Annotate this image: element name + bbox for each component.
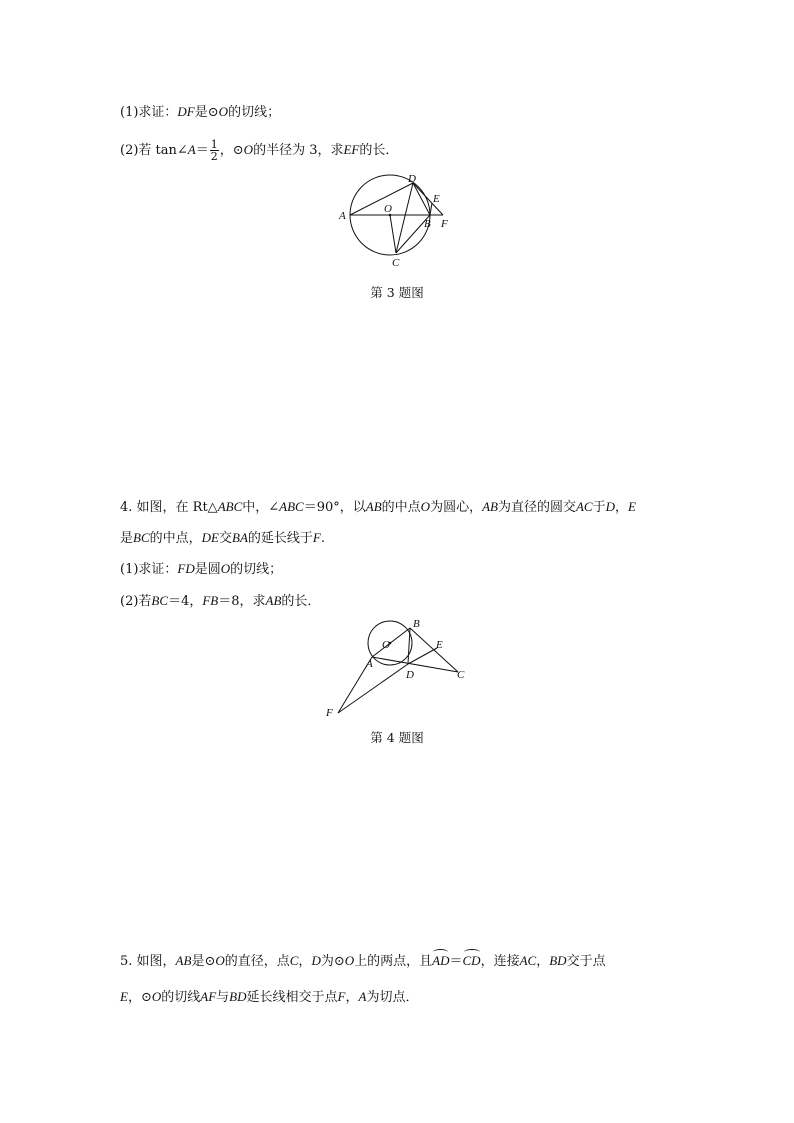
arc-ad: AD: [432, 953, 450, 968]
text: 的延长线于: [247, 531, 313, 546]
point-o: O: [151, 989, 162, 1004]
triangle-abc: ABC: [217, 499, 243, 514]
segment-ba: BA: [232, 530, 248, 545]
segment-ac: AC: [575, 499, 593, 514]
text: 是⊙: [191, 954, 216, 969]
text: 交: [219, 531, 233, 546]
point-o: O: [215, 953, 225, 968]
segment-ac: AC: [519, 953, 537, 968]
label-d: D: [408, 173, 416, 185]
segment-bc: BC: [133, 530, 150, 545]
label-b: B: [413, 618, 420, 630]
text: ＝: [195, 143, 209, 158]
text: 为⊙: [320, 954, 345, 969]
q3-figure: [336, 172, 458, 272]
text: ＝4，: [168, 594, 203, 609]
text: 是圆: [194, 562, 221, 577]
text: 的直径，点: [224, 954, 290, 969]
text: (2)若 tan∠: [120, 143, 188, 158]
text: ，⊙: [127, 990, 152, 1005]
point-o: O: [420, 499, 431, 514]
text: 的长．: [281, 594, 321, 609]
angle-abc: ABC: [279, 499, 304, 514]
q4-caption: 第 4 题图: [370, 730, 424, 745]
point-o: O: [344, 953, 355, 968]
text: 的中点: [381, 500, 421, 515]
text: 为圆心，: [430, 500, 483, 515]
text: (1)求证：: [120, 105, 178, 120]
segment-df: DF: [177, 104, 195, 119]
text: 的切线；: [230, 562, 283, 577]
text: 于: [592, 500, 606, 515]
segment-ab: AB: [265, 593, 282, 608]
text: ＝90°，以: [303, 500, 366, 515]
text: 5. 如图，: [120, 954, 176, 969]
segment-bd: BD: [549, 953, 567, 968]
point-f: F: [337, 989, 346, 1004]
text: ，: [615, 500, 629, 515]
q3-part1: [120, 103, 280, 122]
q4-part1: [120, 560, 282, 579]
text: ＝: [449, 954, 463, 969]
text: (2)若: [120, 594, 152, 609]
segment-fd: FD: [177, 561, 195, 576]
segment-ab: AB: [365, 499, 382, 514]
text: 是: [120, 531, 134, 546]
segment-ab: AB: [482, 499, 498, 514]
q3-part2: [120, 139, 398, 162]
text: ，: [345, 990, 359, 1005]
segment-bc: BC: [151, 593, 169, 608]
text: 为直径的圆交: [497, 500, 576, 515]
text: 中，∠: [242, 500, 280, 515]
label-c: C: [392, 257, 400, 269]
point-o: O: [243, 142, 254, 157]
text: (1)求证：: [120, 562, 178, 577]
segment-ab: AB: [175, 953, 192, 968]
label-a: A: [366, 658, 373, 670]
text: ，: [536, 954, 550, 969]
label-d: D: [406, 669, 414, 681]
point-o: O: [218, 104, 229, 119]
text: 的切线: [161, 990, 201, 1005]
point-o: O: [220, 561, 231, 576]
q4-line1: [120, 498, 636, 517]
q4-figure: [324, 614, 474, 720]
q4-line2: [120, 529, 325, 548]
text: 的半径为 3，求: [253, 143, 344, 158]
label-a: A: [339, 210, 346, 222]
denominator: 2: [210, 150, 218, 163]
label-f: F: [441, 218, 448, 230]
numerator: 1: [210, 138, 218, 151]
point-d: D: [605, 499, 616, 514]
text: .: [320, 531, 326, 546]
text: ，⊙: [219, 143, 244, 158]
text: 为切点．: [366, 990, 419, 1005]
text: ，连接: [480, 954, 520, 969]
point-d: D: [311, 953, 321, 968]
q5-line2: [120, 988, 418, 1007]
text: 的中点，: [149, 531, 202, 546]
point-e: E: [120, 989, 128, 1004]
text: 交于点: [566, 954, 606, 969]
text: 延长线相交于点: [246, 990, 338, 1005]
segment-fb: FB: [202, 593, 219, 608]
text: 与: [216, 990, 230, 1005]
label-e: E: [433, 193, 440, 205]
segment-af: AF: [200, 989, 217, 1004]
label-c: C: [457, 669, 465, 681]
fraction-one-half: [210, 139, 219, 162]
label-f: F: [326, 707, 333, 719]
text: 4. 如图，在 Rt△: [120, 500, 218, 515]
label-e: E: [436, 639, 443, 651]
arc-cd: CD: [462, 953, 481, 968]
text: ＝8，求: [218, 594, 266, 609]
label-o: O: [382, 639, 390, 651]
segment-ef: EF: [343, 142, 360, 157]
segment-bd: BD: [229, 989, 247, 1004]
q4-part2: [120, 592, 320, 611]
label-o: O: [384, 203, 392, 215]
text: 的切线；: [228, 105, 281, 120]
text: 上的两点，且: [354, 954, 433, 969]
text: 的长．: [359, 143, 399, 158]
angle-a: A: [187, 142, 196, 157]
text: 是⊙: [194, 105, 219, 120]
text: ，: [298, 954, 312, 969]
q3-caption: 第 3 题图: [370, 285, 424, 300]
point-f: F: [312, 530, 321, 545]
point-c: C: [289, 953, 299, 968]
q5-line1: [120, 952, 606, 971]
point-e: E: [628, 499, 636, 514]
point-a: A: [358, 989, 367, 1004]
segment-de: DE: [201, 530, 219, 545]
label-b: B: [424, 218, 431, 230]
